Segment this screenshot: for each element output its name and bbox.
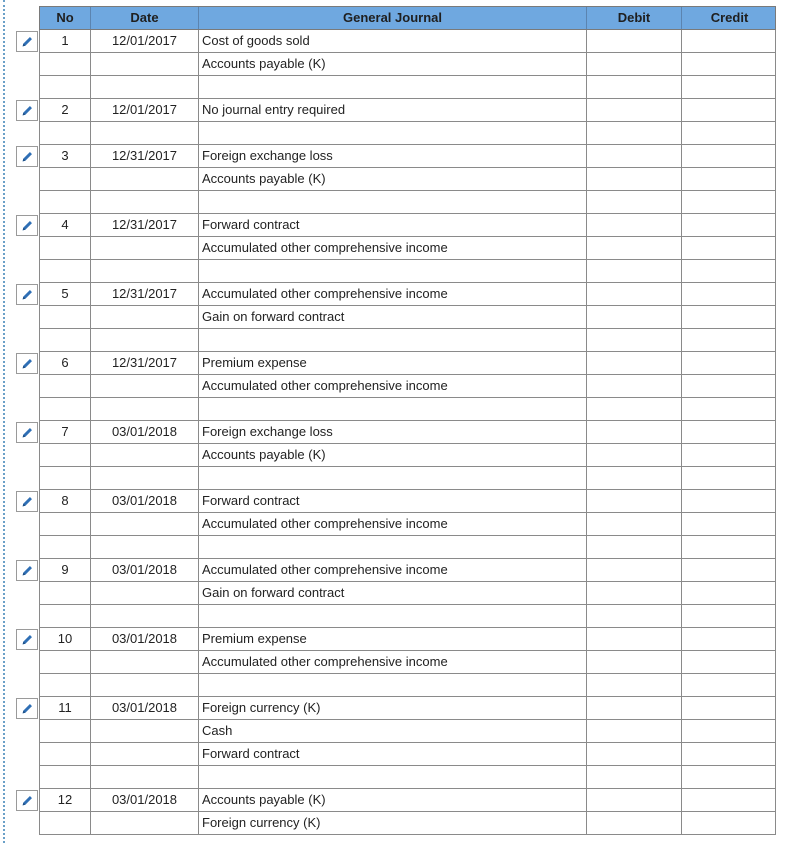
debit-cell[interactable] [587, 674, 682, 696]
entry-date-cell: 12/01/2017 [91, 99, 199, 121]
entry-number-cell [40, 513, 91, 535]
entry-number-cell [40, 53, 91, 75]
pencil-edit-icon [21, 426, 34, 439]
debit-cell[interactable] [587, 191, 682, 213]
credit-cell[interactable] [682, 53, 776, 75]
credit-cell[interactable] [682, 168, 776, 190]
account-cell[interactable]: No journal entry required [199, 99, 587, 121]
entry-date-cell: 12/31/2017 [91, 352, 199, 374]
credit-cell[interactable] [682, 697, 776, 719]
account-cell[interactable] [199, 329, 587, 351]
credit-cell[interactable] [682, 76, 776, 98]
credit-cell[interactable] [682, 582, 776, 604]
pencil-edit-icon [21, 495, 34, 508]
journal-row [39, 237, 776, 260]
entry-date-cell [91, 536, 199, 558]
debit-cell[interactable] [587, 283, 682, 305]
account-cell[interactable]: Premium expense [199, 352, 587, 374]
entry-number-cell [40, 605, 91, 627]
entry-number-cell: 3 [40, 145, 91, 167]
credit-cell[interactable] [682, 651, 776, 673]
debit-cell[interactable] [587, 237, 682, 259]
credit-cell[interactable] [682, 329, 776, 351]
debit-cell[interactable] [587, 30, 682, 52]
account-cell[interactable] [199, 467, 587, 489]
account-cell[interactable] [199, 260, 587, 282]
account-cell[interactable]: Cash [199, 720, 587, 742]
entry-number-cell [40, 812, 91, 834]
edit-entry-button[interactable] [16, 422, 38, 443]
entry-date-cell [91, 605, 199, 627]
entry-number-cell [40, 375, 91, 397]
credit-cell[interactable] [682, 145, 776, 167]
journal-row [39, 490, 776, 513]
credit-cell[interactable] [682, 789, 776, 811]
journal-row [39, 53, 776, 76]
debit-cell[interactable] [587, 99, 682, 121]
account-cell[interactable]: Accumulated other comprehensive income [199, 283, 587, 305]
entry-number-cell: 10 [40, 628, 91, 650]
account-cell[interactable] [199, 536, 587, 558]
edit-entry-button[interactable] [16, 698, 38, 719]
journal-row [39, 766, 776, 789]
account-cell[interactable] [199, 76, 587, 98]
entry-number-cell [40, 582, 91, 604]
pencil-edit-icon [21, 564, 34, 577]
journal-row [39, 421, 776, 444]
journal-row [39, 375, 776, 398]
edit-entry-button[interactable] [16, 215, 38, 236]
credit-cell[interactable] [682, 605, 776, 627]
credit-cell[interactable] [682, 467, 776, 489]
entry-date-cell [91, 329, 199, 351]
entry-date-cell [91, 375, 199, 397]
entry-number-cell: 8 [40, 490, 91, 512]
account-cell[interactable]: Accumulated other comprehensive income [199, 513, 587, 535]
entry-date-cell [91, 76, 199, 98]
entry-date-cell [91, 53, 199, 75]
debit-cell[interactable] [587, 789, 682, 811]
debit-cell[interactable] [587, 375, 682, 397]
pencil-edit-icon [21, 35, 34, 48]
journal-row [39, 283, 776, 306]
entry-number-cell [40, 743, 91, 765]
entry-date-cell [91, 812, 199, 834]
entry-number-cell [40, 766, 91, 788]
debit-cell[interactable] [587, 720, 682, 742]
entry-number-cell [40, 122, 91, 144]
entry-number-cell: 7 [40, 421, 91, 443]
pencil-edit-icon [21, 104, 34, 117]
entry-date-cell [91, 674, 199, 696]
account-cell[interactable]: Foreign exchange loss [199, 145, 587, 167]
credit-cell[interactable] [682, 283, 776, 305]
journal-table-header [39, 6, 776, 30]
credit-cell[interactable] [682, 743, 776, 765]
entry-date-cell [91, 467, 199, 489]
edit-entry-button[interactable] [16, 353, 38, 374]
account-cell[interactable] [199, 122, 587, 144]
journal-row [39, 191, 776, 214]
credit-cell[interactable] [682, 444, 776, 466]
entry-date-cell [91, 720, 199, 742]
debit-cell[interactable] [587, 536, 682, 558]
edit-entry-button[interactable] [16, 284, 38, 305]
debit-cell[interactable] [587, 628, 682, 650]
credit-cell[interactable] [682, 766, 776, 788]
entry-date-cell: 12/31/2017 [91, 214, 199, 236]
credit-cell[interactable] [682, 237, 776, 259]
account-cell[interactable]: Forward contract [199, 490, 587, 512]
entry-date-cell [91, 260, 199, 282]
credit-cell[interactable] [682, 490, 776, 512]
account-cell[interactable]: Accumulated other comprehensive income [199, 651, 587, 673]
pencil-edit-icon [21, 288, 34, 301]
journal-row [39, 536, 776, 559]
debit-cell[interactable] [587, 513, 682, 535]
entry-date-cell [91, 306, 199, 328]
edit-entry-button[interactable] [16, 790, 38, 811]
account-cell[interactable]: Accumulated other comprehensive income [199, 237, 587, 259]
debit-cell[interactable] [587, 651, 682, 673]
journal-row [39, 605, 776, 628]
debit-cell[interactable] [587, 766, 682, 788]
column-header-date: Date [91, 7, 199, 29]
column-header-general-journal: General Journal [199, 7, 587, 29]
credit-cell[interactable] [682, 260, 776, 282]
entry-number-cell: 2 [40, 99, 91, 121]
entry-date-cell [91, 168, 199, 190]
account-cell[interactable]: Foreign exchange loss [199, 421, 587, 443]
entry-date-cell [91, 444, 199, 466]
entry-date-cell [91, 237, 199, 259]
journal-row [39, 674, 776, 697]
entry-number-cell: 9 [40, 559, 91, 581]
entry-date-cell [91, 122, 199, 144]
journal-row [39, 122, 776, 145]
account-cell[interactable]: Accounts payable (K) [199, 789, 587, 811]
journal-row [39, 812, 776, 835]
journal-row [39, 743, 776, 766]
account-cell[interactable]: Cost of goods sold [199, 30, 587, 52]
pencil-edit-icon [21, 794, 34, 807]
journal-row [39, 352, 776, 375]
entry-date-cell [91, 766, 199, 788]
journal-row [39, 789, 776, 812]
debit-cell[interactable] [587, 559, 682, 581]
page-left-dotted-border [3, 0, 5, 843]
debit-cell[interactable] [587, 812, 682, 834]
edit-entry-button[interactable] [16, 100, 38, 121]
account-cell[interactable]: Gain on forward contract [199, 582, 587, 604]
journal-row [39, 697, 776, 720]
entry-number-cell [40, 536, 91, 558]
debit-cell[interactable] [587, 697, 682, 719]
account-cell[interactable]: Premium expense [199, 628, 587, 650]
entry-number-cell [40, 329, 91, 351]
journal-row [39, 168, 776, 191]
journal-row [39, 467, 776, 490]
edit-entry-button[interactable] [16, 629, 38, 650]
credit-cell[interactable] [682, 421, 776, 443]
account-cell[interactable]: Accumulated other comprehensive income [199, 375, 587, 397]
credit-cell[interactable] [682, 352, 776, 374]
entry-date-cell [91, 582, 199, 604]
pencil-edit-icon [21, 702, 34, 715]
debit-cell[interactable] [587, 260, 682, 282]
entry-number-cell [40, 76, 91, 98]
entry-number-cell [40, 168, 91, 190]
debit-cell[interactable] [587, 145, 682, 167]
entry-date-cell: 12/31/2017 [91, 145, 199, 167]
account-cell[interactable]: Accounts payable (K) [199, 168, 587, 190]
journal-row [39, 145, 776, 168]
journal-row [39, 99, 776, 122]
debit-cell[interactable] [587, 421, 682, 443]
entry-date-cell: 12/01/2017 [91, 30, 199, 52]
journal-row [39, 651, 776, 674]
account-cell[interactable] [199, 605, 587, 627]
account-cell[interactable]: Accounts payable (K) [199, 444, 587, 466]
journal-row [39, 306, 776, 329]
entry-number-cell [40, 398, 91, 420]
entry-number-cell [40, 237, 91, 259]
credit-cell[interactable] [682, 122, 776, 144]
account-cell[interactable]: Forward contract [199, 214, 587, 236]
edit-entry-button[interactable] [16, 560, 38, 581]
journal-row [39, 582, 776, 605]
account-cell[interactable]: Gain on forward contract [199, 306, 587, 328]
edit-entry-button[interactable] [16, 491, 38, 512]
credit-cell[interactable] [682, 536, 776, 558]
debit-cell[interactable] [587, 444, 682, 466]
account-cell[interactable]: Forward contract [199, 743, 587, 765]
account-cell[interactable] [199, 191, 587, 213]
entry-number-cell: 1 [40, 30, 91, 52]
entry-date-cell: 03/01/2018 [91, 421, 199, 443]
debit-cell[interactable] [587, 76, 682, 98]
credit-cell[interactable] [682, 375, 776, 397]
account-cell[interactable]: Foreign currency (K) [199, 697, 587, 719]
entry-number-cell [40, 191, 91, 213]
entry-number-cell [40, 306, 91, 328]
account-cell[interactable]: Accumulated other comprehensive income [199, 559, 587, 581]
journal-row [39, 214, 776, 237]
entry-number-cell: 4 [40, 214, 91, 236]
debit-cell[interactable] [587, 582, 682, 604]
entry-number-cell [40, 674, 91, 696]
entry-date-cell: 03/01/2018 [91, 490, 199, 512]
edit-entry-button[interactable] [16, 146, 38, 167]
entry-date-cell: 03/01/2018 [91, 697, 199, 719]
edit-entry-button[interactable] [16, 31, 38, 52]
entry-date-cell: 03/01/2018 [91, 789, 199, 811]
debit-cell[interactable] [587, 122, 682, 144]
credit-cell[interactable] [682, 628, 776, 650]
journal-row [39, 513, 776, 536]
debit-cell[interactable] [587, 352, 682, 374]
journal-row [39, 720, 776, 743]
entry-number-cell: 6 [40, 352, 91, 374]
debit-cell[interactable] [587, 306, 682, 328]
column-header-credit: Credit [710, 10, 749, 25]
journal-row [39, 444, 776, 467]
journal-row [39, 559, 776, 582]
entry-number-cell: 11 [40, 697, 91, 719]
entry-number-cell: 12 [40, 789, 91, 811]
debit-cell[interactable] [587, 214, 682, 236]
credit-cell[interactable] [682, 191, 776, 213]
credit-cell[interactable] [682, 812, 776, 834]
entry-date-cell: 03/01/2018 [91, 628, 199, 650]
credit-cell[interactable] [682, 214, 776, 236]
entry-date-cell [91, 398, 199, 420]
entry-date-cell: 03/01/2018 [91, 559, 199, 581]
account-cell[interactable]: Accounts payable (K) [199, 53, 587, 75]
pencil-edit-icon [21, 633, 34, 646]
column-header-debit: Debit [587, 7, 682, 29]
debit-cell[interactable] [587, 329, 682, 351]
credit-cell[interactable] [682, 513, 776, 535]
credit-cell[interactable] [682, 398, 776, 420]
journal-row [39, 260, 776, 283]
pencil-edit-icon [21, 219, 34, 232]
journal-row [39, 329, 776, 352]
account-cell[interactable]: Foreign currency (K) [199, 812, 587, 834]
journal-row [39, 30, 776, 53]
entry-number-cell [40, 651, 91, 673]
debit-cell[interactable] [587, 398, 682, 420]
account-cell[interactable] [199, 398, 587, 420]
debit-cell[interactable] [587, 53, 682, 75]
journal-row [39, 76, 776, 99]
pencil-edit-icon [21, 150, 34, 163]
entry-number-cell [40, 467, 91, 489]
journal-row [39, 398, 776, 421]
credit-cell[interactable] [682, 30, 776, 52]
debit-cell[interactable] [587, 490, 682, 512]
entry-date-cell: 12/31/2017 [91, 283, 199, 305]
credit-cell[interactable] [682, 674, 776, 696]
entry-date-cell [91, 513, 199, 535]
credit-cell[interactable] [682, 306, 776, 328]
credit-cell[interactable] [682, 99, 776, 121]
pencil-edit-icon [21, 357, 34, 370]
entry-number-cell [40, 444, 91, 466]
debit-cell[interactable] [587, 168, 682, 190]
column-header-no: No [40, 7, 91, 29]
account-cell[interactable] [199, 766, 587, 788]
debit-cell[interactable] [587, 743, 682, 765]
entry-number-cell [40, 260, 91, 282]
entry-date-cell [91, 651, 199, 673]
debit-cell[interactable] [587, 605, 682, 627]
entry-date-cell [91, 191, 199, 213]
debit-cell[interactable] [587, 467, 682, 489]
credit-cell[interactable] [682, 720, 776, 742]
journal-row [39, 628, 776, 651]
entry-number-cell [40, 720, 91, 742]
entry-number-cell: 5 [40, 283, 91, 305]
account-cell[interactable] [199, 674, 587, 696]
entry-date-cell [91, 743, 199, 765]
credit-cell[interactable] [682, 559, 776, 581]
